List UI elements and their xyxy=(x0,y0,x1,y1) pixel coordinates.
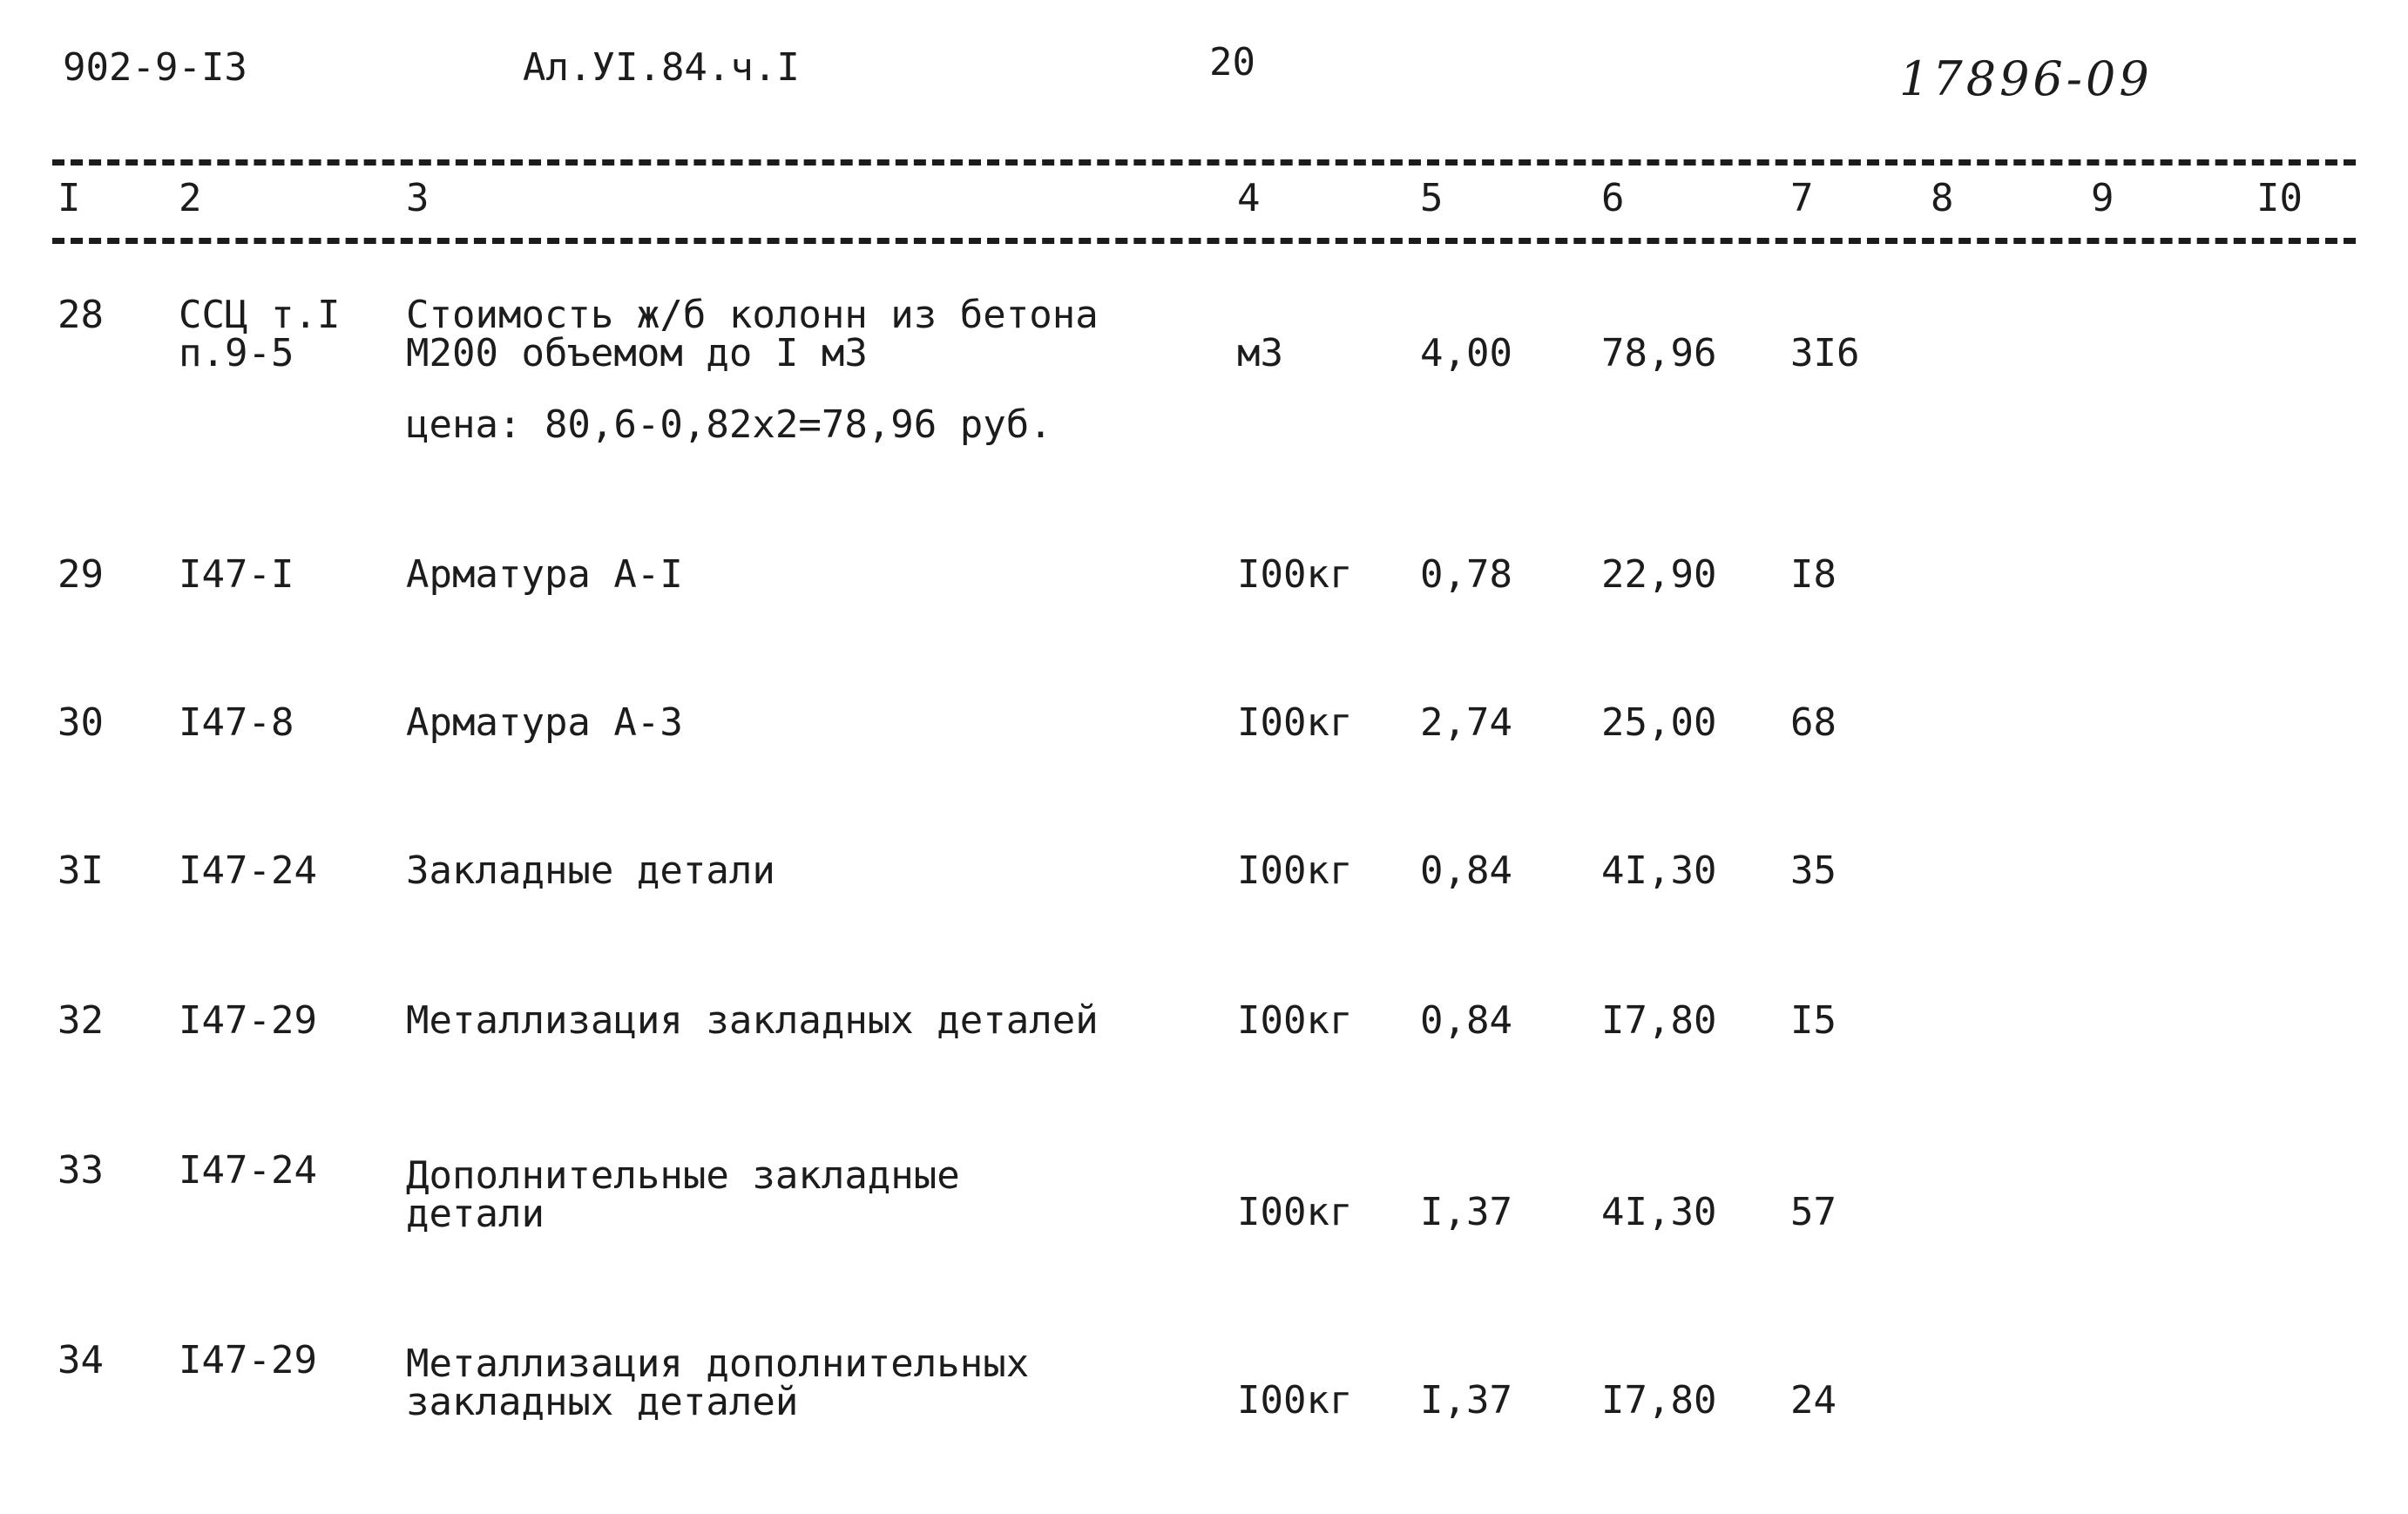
column-header-1: I xyxy=(57,176,81,220)
column-header-3: 3 xyxy=(406,176,430,220)
row-total: 35 xyxy=(1790,848,1836,893)
row-number: 33 xyxy=(57,1148,104,1193)
handwritten-number: 17896-09 xyxy=(1899,51,2153,106)
column-header-5: 5 xyxy=(1420,176,1444,220)
album-reference: Ал.УI.84.ч.I xyxy=(523,45,800,90)
row-price: 4I,30 xyxy=(1601,848,1717,893)
row-name: Металлизация закладных деталей xyxy=(406,998,1099,1043)
row-total: 57 xyxy=(1790,1190,1836,1234)
row-name: Дополнительные закладные детали xyxy=(406,1153,960,1236)
row-price: I7,80 xyxy=(1601,1378,1717,1423)
row-unit: м3 xyxy=(1237,331,1283,375)
row-price: 25,00 xyxy=(1601,700,1717,745)
column-header-9: 9 xyxy=(2091,176,2114,220)
header-top-rule xyxy=(52,159,2356,166)
row-number: 28 xyxy=(57,293,104,337)
row-number: 30 xyxy=(57,700,104,745)
row-code: I47-24 xyxy=(179,848,317,893)
row-number: 29 xyxy=(57,552,104,597)
row-code: I47-I xyxy=(179,552,294,597)
row-code: I47-24 xyxy=(179,1148,317,1193)
row-quantity: 0,78 xyxy=(1420,552,1512,597)
row-unit: I00кг xyxy=(1237,700,1353,745)
row-number: 34 xyxy=(57,1338,104,1382)
row-total: 68 xyxy=(1790,700,1836,745)
row-price: I7,80 xyxy=(1601,998,1717,1043)
row-unit: I00кг xyxy=(1237,1190,1353,1234)
row-code: ССЦ т.I п.9-5 xyxy=(179,293,341,375)
row-name: Арматура А-3 xyxy=(406,700,683,745)
row-unit: I00кг xyxy=(1237,1378,1353,1423)
row-total: 3I6 xyxy=(1790,331,1860,375)
row-number: 32 xyxy=(57,998,104,1043)
column-header-7: 7 xyxy=(1790,176,1814,220)
row-total: I8 xyxy=(1790,552,1836,597)
page-number: 20 xyxy=(1209,40,1255,84)
document-code: 902-9-I3 xyxy=(63,45,247,90)
column-header-2: 2 xyxy=(179,176,202,220)
row-total: 24 xyxy=(1790,1378,1836,1423)
header-bottom-rule xyxy=(52,238,2356,244)
row-quantity: 4,00 xyxy=(1420,331,1512,375)
row-quantity: I,37 xyxy=(1420,1378,1512,1423)
row-total: I5 xyxy=(1790,998,1836,1043)
row-quantity: 0,84 xyxy=(1420,998,1512,1043)
row-code: I47-29 xyxy=(179,1338,317,1382)
row-number: 3I xyxy=(57,848,104,893)
row-unit: I00кг xyxy=(1237,848,1353,893)
row-price: 78,96 xyxy=(1601,331,1717,375)
row-unit: I00кг xyxy=(1237,552,1353,597)
row-price: 22,90 xyxy=(1601,552,1717,597)
row-quantity: I,37 xyxy=(1420,1190,1512,1234)
row-code: I47-29 xyxy=(179,998,317,1043)
row-name: Закладные детали xyxy=(406,848,775,893)
row-price: 4I,30 xyxy=(1601,1190,1717,1234)
row-note: цена: 80,6-0,82x2=78,96 руб. xyxy=(406,402,1052,447)
column-header-8: 8 xyxy=(1931,176,1954,220)
row-name: Металлизация дополнительных закладных деталей xyxy=(406,1342,1030,1424)
column-header-6: 6 xyxy=(1601,176,1625,220)
column-header-10: I0 xyxy=(2256,176,2303,220)
row-code: I47-8 xyxy=(179,700,294,745)
row-quantity: 2,74 xyxy=(1420,700,1512,745)
row-name: Стоимость ж/б колонн из бетона М200 объемом до I м3 xyxy=(406,293,1099,375)
row-quantity: 0,84 xyxy=(1420,848,1512,893)
row-name: Арматура А-I xyxy=(406,552,683,597)
row-unit: I00кг xyxy=(1237,998,1353,1043)
column-header-4: 4 xyxy=(1237,176,1261,220)
